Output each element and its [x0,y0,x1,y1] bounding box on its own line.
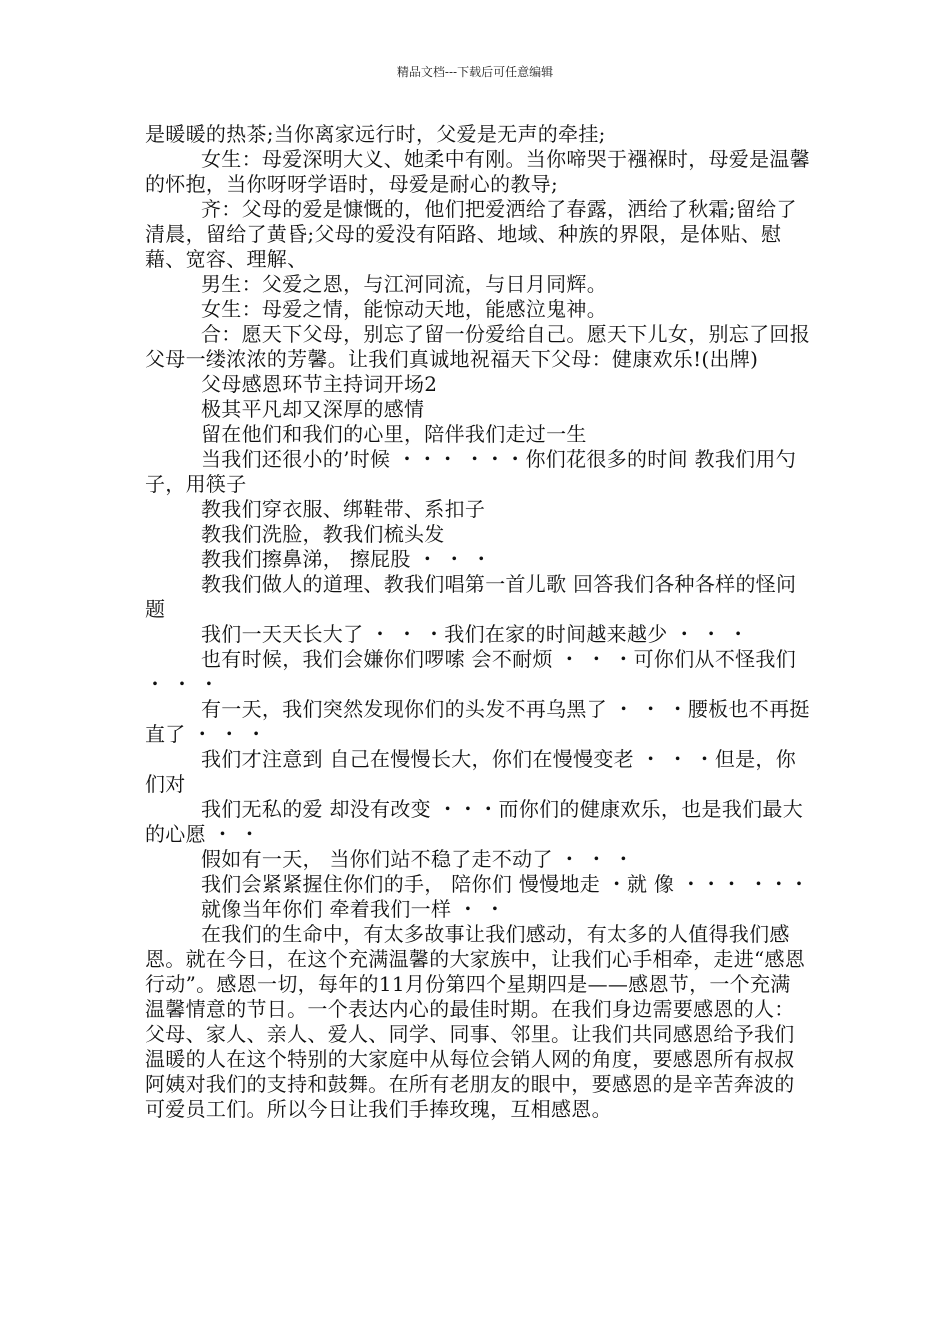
page-header: 精品文档---下载后可任意编辑 [396,65,554,79]
paragraph: 是暖暖的热茶;当你离家远行时，父爱是无声的牵挂; [145,122,606,146]
paragraph: 男生：父爱之恩，与江河同流，与日月同辉。 [201,272,607,296]
paragraph: 我们一天天长大了 ・ ・ ・我们在家的时间越来越少 ・ ・ ・ [201,622,749,646]
paragraph: 教我们洗脸，教我们梳头发 [201,522,445,546]
paragraph: 教我们做人的道理、教我们唱第一首儿歌 回答我们各种各样的怪问题 [145,572,797,621]
paragraph: 女生：母爱深明大义、她柔中有刚。当你啼哭于襁褓时，母爱是温馨的怀抱，当你呀呀学语时，母爱是耐心的教导; [145,147,810,196]
section-heading: 父母感恩环节主持词开场2 [201,372,438,396]
paragraph: 就像当年你们 牵着我们一样 ・ ・ [201,897,506,921]
paragraph: 女生：母爱之情，能惊动天地，能感泣鬼神。 [201,297,607,321]
document-body [145,122,810,1122]
paragraph: 我们会紧紧握住你们的手， 陪你们 慢慢地走 ・就 像 ・・・ ・・・ [201,872,810,896]
paragraph: 也有时候，我们会嫌你们啰嗦 会不耐烦 ・ ・ ・可你们从不怪我们 ・ ・ ・ [145,647,803,696]
paragraph: 合：愿天下父母，别忘了留一份爱给自己。愿天下儿女，别忘了回报父母一缕浓浓的芳馨。让我们真诚地祝福天下父母：健康欢乐!(出牌) [145,322,810,371]
paragraph: 我们才注意到 自己在慢慢长大，你们在慢慢变老 ・ ・ ・但是，你们对 [145,747,797,796]
paragraph: 教我们擦鼻涕， 擦屁股 ・ ・ ・ [201,547,492,571]
paragraph: 我们无私的爱 却没有改变 ・・・而你们的健康欢乐，也是我们最大的心愿 ・ ・ [145,797,804,846]
paragraph: 齐：父母的爱是慷慨的，他们把爱洒给了春露，洒给了秋霜;留给了清晨，留给了黄昏;父母的爱没有陌路、地域、种族的界限，是体贴、慰藉、宽容、理解、 [145,197,797,271]
paragraph: 极其平凡却又深厚的感情 [201,397,425,421]
paragraph: 有一天，我们突然发现你们的头发不再乌黑了 ・ ・ ・腰板也不再挺直了 ・ ・ ・ [145,697,810,746]
paragraph: 假如有一天， 当你们站不稳了走不动了 ・ ・ ・ [201,847,634,871]
paragraph: 在我们的生命中，有太多故事让我们感动，有太多的人值得我们感恩。就在今日，在这个充满温馨的大家族中，让我们心手相牵，走进“感恩行动”。感恩一切，每年的11月份第四个星期四是——感恩节，一个充满温馨情意的节日。一个表达内心的最佳时期。在我们身边需要感恩的人：父母、家人、亲人、爱人、同学、同事、邻里。让我们共同感恩给予我们温暖的人在这个特别的大家庭中从每位会销人网的角度，要感恩所有叔叔阿姨对我们的支持和鼓舞。在所有老朋友的眼中，要感恩的是辛苦奔波的可爱员工们。所以今日让我们手捧玫瑰，互相感恩。 [145,922,806,1121]
paragraph: 教我们穿衣服、绑鞋带、系扣子 [201,497,486,521]
paragraph: 当我们还很小的’时候 ・・・ ・・・你们花很多的时间 教我们用勺子，用筷子 [145,447,797,496]
paragraph: 留在他们和我们的心里，陪伴我们走过一生 [201,422,587,446]
